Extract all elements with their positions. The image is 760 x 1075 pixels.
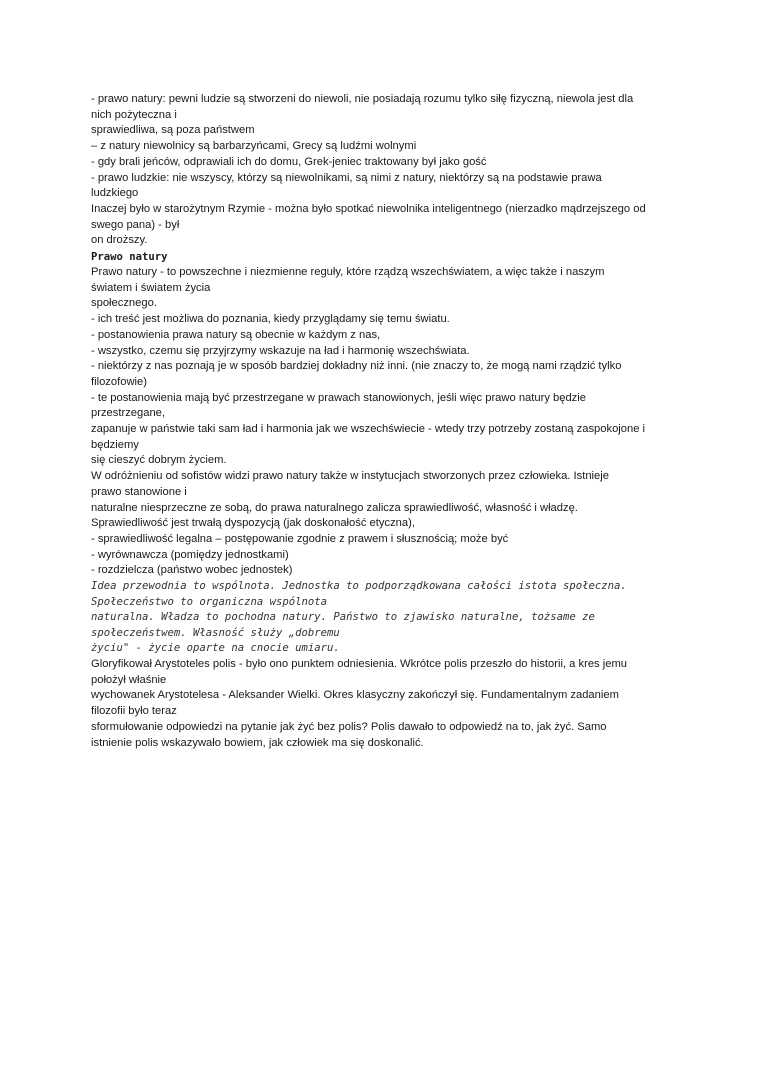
quote-line: życiu" - życie oparte na cnocie umiaru. bbox=[91, 642, 340, 655]
text-line: - prawo ludzkie: nie wszyscy, którzy są niewolnikami, są nimi z natury, niektórzy są na podstawie prawa bbox=[91, 171, 602, 184]
text-line: naturalne niesprzeczne ze sobą, do prawa naturalnego zalicza sprawiedliwość, własność i władzę. bbox=[91, 501, 578, 514]
text-line: położył właśnie bbox=[91, 673, 167, 686]
text-line: - ich treść jest możliwa do poznania, kiedy przyglądamy się temu światu. bbox=[91, 313, 450, 326]
text-line: - wyrównawcza (pomiędzy jednostkami) bbox=[91, 548, 289, 561]
text-line: - sprawiedliwość legalna – postępowanie zgodnie z prawem i słusznością; może być bbox=[91, 532, 509, 545]
text-line: wychowanek Arystotelesa - Aleksander Wielki. Okres klasyczny zakończył się. Fundamentalnym zadaniem bbox=[91, 689, 619, 702]
text-line: – z natury niewolnicy są barbarzyńcami, Grecy są ludźmi wolnymi bbox=[91, 140, 417, 153]
text-line: sprawiedliwa, są poza państwem bbox=[91, 124, 255, 137]
text-line: ludzkiego bbox=[91, 187, 139, 200]
text-line: Inaczej było w starożytnym Rzymie - można było spotkać niewolnika inteligentnego (nierzadko mądrzejszego od bbox=[91, 202, 646, 215]
text-line: - postanowienia prawa natury są obecnie w każdym z nas, bbox=[91, 328, 381, 341]
text-line: Prawo natury - to powszechne i niezmienne reguły, które rządzą wszechświatem, a więc także i naszym bbox=[91, 266, 605, 279]
text-line: W odróżnieniu od sofistów widzi prawo natury także w instytucjach stworzonych przez człowieka. Istnieje bbox=[91, 470, 609, 483]
text-line: - te postanowienia mają być przestrzegane w prawach stanowionych, jeśli więc prawo natury będzie bbox=[91, 391, 586, 404]
text-line: społecznego. bbox=[91, 297, 157, 310]
text-line: - rozdzielcza (państwo wobec jednostek) bbox=[91, 564, 293, 577]
text-line: - niektórzy z nas poznają je w sposób bardziej dokładny niż inni. (nie znaczy to, że mogą nami rządzić tylko bbox=[91, 360, 622, 373]
text-line: światem i światem życia bbox=[91, 281, 211, 294]
text-line: - wszystko, czemu się przyjrzymy wskazuje na ład i harmonię wszechświata. bbox=[91, 344, 470, 357]
text-line: prawo stanowione i bbox=[91, 485, 187, 498]
text-line: istnienie polis wskazywało bowiem, jak człowiek ma się doskonalić. bbox=[91, 736, 424, 749]
text-line: zapanuje w państwie taki sam ład i harmonia jak we wszechświecie - wtedy trzy potrzeby zostaną zaspokojone i bbox=[91, 423, 646, 436]
text-line: filozofii było teraz bbox=[91, 705, 177, 718]
text-line: Sprawiedliwość jest trwałą dyspozycją (jak doskonałość etyczna), bbox=[91, 517, 415, 530]
text-line: - prawo natury: pewni ludzie są stworzeni do niewoli, nie posiadają rozumu tylko siłę fizyczną, niewola jest dla bbox=[91, 93, 634, 105]
section-heading: Prawo natury bbox=[91, 251, 168, 264]
text-line: filozofowie) bbox=[91, 375, 147, 388]
text-line: sformułowanie odpowiedzi na pytanie jak żyć bez polis? Polis dawało to odpowiedź na to, jak żyć. Samo bbox=[91, 720, 607, 733]
text-line: Gloryfikował Arystoteles polis - było ono punktem odniesienia. Wkrótce polis przeszło do historii, a kres jemu bbox=[91, 658, 627, 671]
text-line: swego pana) - był bbox=[91, 218, 180, 231]
quote-line: Społeczeństwo to organiczna wspólnota bbox=[91, 595, 327, 608]
text-line: nich pożyteczna i bbox=[91, 108, 177, 121]
text-line: on droższy. bbox=[91, 234, 148, 247]
quote-line: społeczeństwem. Własność służy „dobremu bbox=[91, 626, 340, 639]
text-line: - gdy brali jeńców, odprawiali ich do domu, Grek-jeniec traktowany był jako gość bbox=[91, 155, 487, 168]
text-line: się cieszyć dobrym życiem. bbox=[91, 454, 227, 467]
text-line: będziemy bbox=[91, 438, 139, 451]
quote-line: Idea przewodnia to wspólnota. Jednostka to podporządkowana całości istota społeczna. bbox=[91, 580, 627, 593]
text-line: przestrzegane, bbox=[91, 407, 166, 420]
document-page bbox=[91, 92, 675, 751]
quote-line: naturalna. Władza to pochodna natury. Państwo to zjawisko naturalne, tożsame ze bbox=[91, 611, 595, 624]
